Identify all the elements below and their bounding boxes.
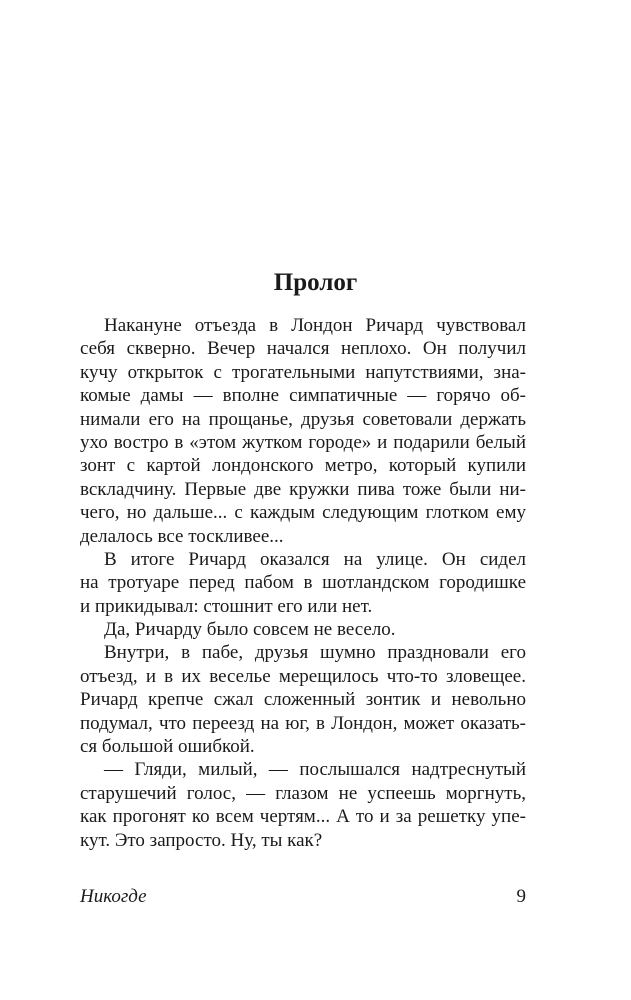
text-line: кучу открыток с трогательными напутствиями, зна-: [80, 361, 526, 383]
text-line: себя скверно. Вечер начался неплохо. Он получил: [80, 338, 526, 360]
text-line: ухо востро в «этом жутком городе» и подарили белый: [80, 431, 526, 453]
paragraph: [80, 641, 526, 758]
text-line: В итоге Ричард оказался на улице. Он сидел: [104, 548, 526, 570]
text-line: Накануне отъезда в Лондон Ричард чувствовал: [104, 315, 526, 336]
text-line: ся большой ошибкой.: [80, 736, 255, 758]
text-line: как прогонят ко всем чертям... А то и за решетку упе-: [80, 806, 526, 828]
text-line: делалось все тоскливее...: [80, 525, 284, 547]
text-line: зонт с картой лондонского метро, который купили: [80, 455, 526, 477]
paragraph: [80, 314, 526, 548]
text-line: Внутри, в пабе, друзья шумно праздновали его: [104, 642, 526, 664]
paragraph: [80, 618, 526, 641]
paragraph: [80, 758, 526, 852]
running-footer-title: Никогде: [80, 886, 147, 907]
text-line: вскладчину. Первые две кружки пива тоже были ни-: [80, 478, 526, 500]
text-line: старушечий голос, — глазом не успеешь моргнуть,: [80, 782, 526, 804]
page-number: 9: [516, 886, 526, 907]
paragraph: [80, 548, 526, 618]
text-line: комые дамы — вполне симпатичные — горячо об-: [80, 385, 526, 407]
text-line: кут. Это запросто. Ну, ты как?: [80, 829, 323, 851]
text-line: нимали его на прощанье, друзья советовали держать: [80, 408, 526, 430]
text-line: Ричард крепче сжал сложенный зонтик и невольно: [80, 689, 526, 711]
chapter-title: Пролог: [273, 269, 358, 296]
text-line: — Гляди, милый, — послышался надтреснутый: [104, 759, 526, 781]
text-line: отъезд, и в их веселье мерещилось что-то зловещее.: [80, 665, 526, 687]
text-line: Да, Ричарду было совсем не весело.: [104, 619, 396, 641]
text-line: подумал, что переезд на юг, в Лондон, может оказать-: [80, 712, 526, 734]
text-line: на тротуаре перед пабом в шотландском городишке: [80, 572, 526, 594]
body-text: [80, 314, 526, 852]
text-line: и прикидывал: стошнит его или нет.: [80, 595, 373, 617]
text-line: чего, но дальше... с каждым следующим глотком ему: [80, 502, 526, 524]
